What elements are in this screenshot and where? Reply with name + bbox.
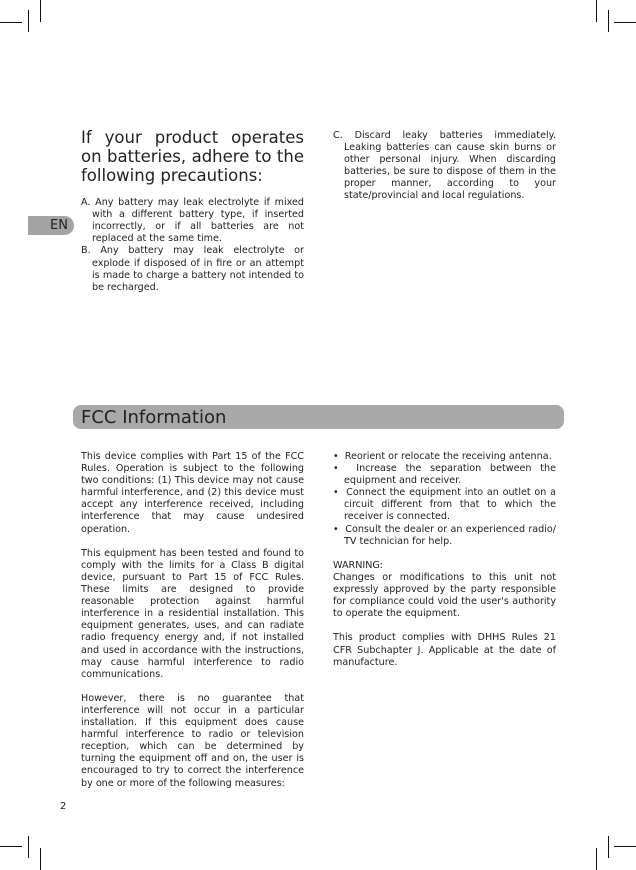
measure-text: Reorient or relocate the receiving antenna. — [344, 451, 552, 462]
measure-item: • Reorient or relocate the receiving antenna. — [333, 451, 552, 462]
crop-mark — [28, 836, 29, 858]
warning-label: WARNING: — [333, 559, 384, 571]
fcc-column-right — [333, 451, 556, 681]
crop-mark — [0, 22, 22, 23]
item-marker: B. — [81, 245, 91, 257]
warning-text: Changes or modifications to this unit not expressly approved by the party responsible for compliance could void the user's authority to operate the equipment. — [333, 571, 556, 620]
item-text: Discard leaky batteries immediately. Leaking batteries can cause skin burns or other personal injury. When discarding batteries, be sure to dispose of them in the proper manner, according to your state/provincial and local regulations. — [344, 130, 556, 202]
fcc-section-header: FCC Information — [73, 405, 564, 429]
item-text: Any battery may leak electrolyte or explode if disposed of in fire or an attempt is made to charge a battery not intended to be recharged. — [92, 245, 304, 293]
crop-mark — [596, 0, 597, 22]
measure-item: • Increase the separation between the equipment and receiver. — [333, 463, 557, 487]
measure-text: Connect the equipment into an outlet on a circuit different from that to which the receiver is connected. — [344, 487, 556, 523]
crop-mark — [608, 10, 609, 32]
dhhs-text: This product complies with DHHS Rules 21 CFR Subchapter J. Applicable at the date of manufacture. — [333, 632, 556, 668]
crop-mark — [40, 0, 41, 22]
measure-text: Increase the separation between the equipment and receiver. — [344, 463, 557, 487]
crop-mark — [28, 10, 29, 32]
crop-mark — [608, 836, 609, 858]
battery-column-left — [81, 128, 304, 294]
battery-item-b — [81, 245, 304, 293]
crop-mark — [40, 848, 41, 870]
measure-text: Consult the dealer or an experienced radio/ TV technician for help. — [344, 523, 556, 547]
measure-item: • Consult the dealer or an experienced radio/ TV technician for help. — [333, 523, 556, 547]
item-marker: C. — [333, 130, 343, 141]
fcc-paragraph: However, there is no guarantee that interference will not occur in a particular installation. If this equipment does cause harmful interference to radio or television reception, which can be determined by turning the equipment off and on, the user is encouraged to try to correct the interference by one or more of the following measures: — [81, 692, 304, 789]
fcc-paragraph: This device complies with Part 15 of the FCC Rules. Operation is subject to the following two conditions: (1) This device may not cause harmful interference, and (2) this device must accept any interference received, including interference that may cause undesired operation. — [81, 451, 304, 535]
fcc-paragraph: This equipment has been tested and found to comply with the limits for a Class B digital device, pursuant to Part 15 of FCC Rules. These limits are designed to provide reasonable protection against harmful interference in a residential installation. This equipment generates, uses, and can radiate radio frequency energy and, if not installed and used in accordance with the instructions, may cause harmful interference to radio communications. — [81, 547, 304, 680]
crop-mark — [0, 846, 22, 847]
battery-item-a — [81, 197, 304, 245]
item-marker: A. — [81, 197, 91, 209]
page-number: 2 — [60, 801, 67, 812]
language-tab: EN — [28, 216, 74, 235]
item-text: Any battery may leak electrolyte if mixed with a different battery type, if inserted incorrectly, or if all batteries are not replaced at the same time. — [92, 197, 304, 245]
battery-item-c — [333, 130, 556, 203]
crop-mark — [596, 848, 597, 870]
battery-heading: If your product operates on batteries, adhere to the following precautions: — [81, 128, 304, 185]
battery-column-right — [333, 130, 556, 203]
fcc-column-left — [81, 451, 304, 802]
measure-item: • Connect the equipment into an outlet on a circuit different from that to which the receiver is connected. — [333, 487, 556, 523]
crop-mark — [614, 846, 636, 847]
crop-mark — [614, 22, 636, 23]
